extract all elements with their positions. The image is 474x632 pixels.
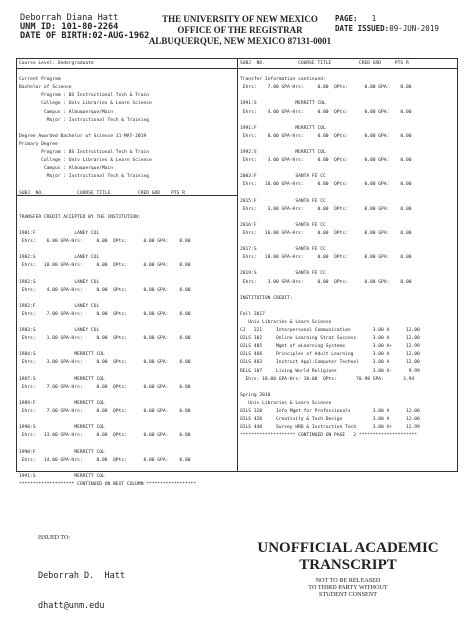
transcript-line [19, 319, 235, 327]
transcript-line: OILS 483 Instruct Appl:Computer Technol 3.00 A 12.00 [240, 360, 420, 366]
university-name: THE UNIVERSITY OF NEW MEXICO [162, 14, 318, 24]
transcript-line: TRANSFER CREDIT ACCEPTED BY THE INSTITUTION: [19, 214, 141, 220]
notice-line-1: NOT TO BE RELEASED [315, 577, 381, 584]
transcript-line: Ehrs: 4.00 GPA-Hrs: 0.00 QPts: 0.00 GPA: 0.00 [240, 109, 412, 115]
transcript-line: Campus : Albuquerque/Main [19, 166, 114, 172]
transcript-line: ******************** CONTINUED ON NEXT COLUMN ****************** [19, 481, 197, 487]
transcript-line [19, 198, 235, 206]
transcript-line: Ehrs: 7.00 GPA-Hrs: 0.00 QPts: 0.00 GPA: 0.00 [19, 311, 191, 317]
transcript-line: 2016:F SANTA FE CC [240, 222, 326, 228]
transcript-line: SUBJ NO. COURSE TITLE CRED GRD PTS R [19, 190, 185, 196]
transcript-line: OILS 466 Principles of Adult Learning 3.00 A 12.00 [240, 352, 420, 358]
date-issued-label: DATE ISSUED: [335, 24, 390, 33]
transcript-line: 1990:S MERRITT COL [19, 425, 105, 431]
date-of-birth: DATE OF BIRTH:02-AUG-1962 [20, 31, 150, 41]
transcript-line [240, 68, 456, 76]
transcript-line: OILS 102 Online Learning Strat Success 3.00 A 12.00 [240, 336, 420, 342]
transcript-line: 1984:S MERRITT COL [19, 352, 105, 358]
transcript-line [240, 303, 456, 311]
date-issued-row [335, 24, 439, 34]
release-notice [248, 577, 448, 599]
transcript-line: CJ 221 Interpersonal Communication 3.00 A 12.00 [240, 328, 420, 334]
transcript-line: Ehrs: 3.00 GPA-Hrs: 0.00 QPts: 0.00 GPA: 0.00 [240, 158, 412, 164]
transcript-line [19, 295, 235, 303]
office-name: OFFICE OF THE REGISTRAR [177, 25, 303, 35]
transcript-line: Major : Instructional Tech & Training [19, 174, 149, 180]
transcript-line: Ehrs: 4.00 GPA-Hrs: 0.00 QPts: 0.00 GPA: 0.00 [19, 287, 191, 293]
transcript-line: SUBJ NO. COURSE TITLE CRED GRD PTS R [240, 61, 409, 66]
transcript-line [240, 287, 456, 295]
transcript-line: 2017:S SANTA FE CC [240, 247, 326, 253]
transcript-line: OILS 440 Survey HRD & Instruction Tech 3.00 A+ 12.99 [240, 425, 420, 431]
page-info [335, 14, 439, 34]
transcript-line: 1981:F LANEY COL [19, 230, 100, 236]
page-number: 1 [371, 14, 377, 23]
transcript-left-column [19, 60, 235, 489]
transcript-line: 1982:S LANEY COL [19, 255, 100, 261]
transcript-line: 2015:F SANTA FE CC [240, 198, 326, 204]
transcript-line: Degree Awarded Bachelor of Science 11-MAY-2019 [19, 133, 147, 139]
transcript-line [19, 206, 235, 214]
transcript-line: 1992:S MERRITT COL [240, 150, 326, 156]
transcript-line: Primary Degree [19, 141, 58, 147]
transcript-line: Ehrs: 3.00 GPA-Hrs: 0.00 QPts: 0.00 GPA: 0.00 [240, 206, 412, 212]
transcript-line: 1987:S MERRITT COL [19, 376, 105, 382]
transcript-line: Bachelor of Science [19, 85, 72, 91]
stamp-line-2: TRANSCRIPT [299, 557, 397, 573]
transcript-line [19, 465, 235, 473]
transcript-line: Transfer Information continued: [240, 77, 326, 83]
transcript-line: Ehrs: 7.00 GPA-Hrs: 0.00 QPts: 0.00 GPA: 0.00 [240, 85, 412, 91]
transcript-line [240, 190, 456, 198]
transcript-line: 1982:S LANEY COL [19, 279, 100, 285]
transcript-line: Major : Instructional Tech & Training [19, 117, 149, 123]
transcript-right-column [240, 60, 456, 440]
transcript-line [19, 125, 235, 133]
transcript-line: 2019:S SANTA FE CC [240, 271, 326, 277]
transcript-line: 1990:F MERRITT COL [19, 449, 105, 455]
transcript-line: OILS 320 Info Mgmt for Professionals 3.00 A 12.00 [240, 409, 420, 415]
transcript-line: College : Univ Libraries & Learn Science [19, 101, 152, 107]
transcript-line: Ehrs: 10.00 GPA-Hrs: 0.00 QPts: 0.00 GPA: 0.00 [240, 182, 412, 188]
transcript-line: Ehrs: 18.00 GPA-Hrs: 0.00 QPts: 0.00 GPA: 0.00 [240, 255, 412, 261]
page-label: PAGE: [335, 14, 358, 23]
stamp-line-1: UNOFFICIAL ACADEMIC [257, 540, 439, 556]
transcript-line: RELG 107 Living World Religions 3.00 A- 9.99 [240, 368, 420, 374]
transcript-left-border [16, 58, 17, 472]
transcript-line: Course Level: Undergraduate [19, 61, 94, 66]
transcript-line: Ehrs: 3.00 GPA-Hrs: 0.00 QPts: 0.00 GPA: 0.00 [240, 279, 412, 285]
transcript-line: INSTITUTION CREDIT: [240, 295, 293, 301]
issued-to-label: ISSUED TO: [38, 535, 70, 541]
unofficial-stamp [248, 540, 448, 574]
student-name: Deborrah Diana Hatt [20, 13, 119, 23]
transcript-line [19, 68, 235, 76]
transcript-line: 1982:F LANEY COL [19, 303, 100, 309]
transcript-line: Ehrs: 13.00 GPA-Hrs: 0.00 QPts: 0.00 GPA: 0.00 [19, 433, 191, 439]
transcript-line: Ehrs: 16.00 GPA-Hrs: 0.00 QPts: 0.00 GPA: 0.00 [240, 230, 412, 236]
student-identity-block [20, 14, 149, 41]
transcript-line [240, 92, 456, 100]
transcript-line: Ehrs: 1.00 GPA-Hrs: 0.00 QPts: 0.00 GPA: 0.00 [19, 336, 191, 342]
transcript-line: 1983:S LANEY COL [19, 328, 100, 334]
transcript-line [19, 246, 235, 254]
transcript-line: ******************** CONTINUED ON PAGE 2 ********************* [240, 433, 418, 439]
transcript-line: Univ Libraries & Learn Science [240, 400, 332, 406]
recipient-block [38, 551, 125, 621]
recipient-name: Deborrah D. Hatt [38, 571, 125, 581]
transcript-line: Ehrs: 8.00 GPA-Hrs: 0.00 QPts: 0.00 GPA: 0.00 [240, 133, 412, 139]
date-issued-value: 09-JUN-2019 [389, 24, 439, 33]
transcript-line [240, 117, 456, 125]
notice-line-3: STUDENT CONSENT [318, 591, 378, 599]
transcript-line: 1991:S MERRITT COL [19, 473, 105, 479]
transcript-line [19, 270, 235, 278]
transcript-line [19, 440, 235, 448]
column-divider [237, 58, 238, 471]
transcript-line: Ehrs: 7.00 GPA-Hrs: 0.00 QPts: 0.00 GPA: 0.00 [19, 409, 191, 415]
transcript-line [19, 416, 235, 424]
transcript-line: 2003:F SANTA FE CC [240, 174, 326, 180]
recipient-email: dhatt@unm.edu [38, 601, 105, 611]
transcript-line [240, 262, 456, 270]
transcript-line: Program : BS Instructional Tech & Train [19, 150, 149, 156]
transcript-line: Spring 2018 [240, 392, 271, 398]
transcript-line: College : Univ Libraries & Learn Science [19, 158, 152, 164]
transcript-line: Ehrs: 14.00 GPA-Hrs: 0.00 QPts: 0.00 GPA: 0.00 [19, 457, 191, 463]
transcript-line: 1989:F MERRITT COL [19, 400, 105, 406]
transcript-line: Current Program [19, 77, 61, 83]
unm-id: UNM ID: 101-80-2264 [20, 22, 119, 32]
transcript-line: Campus : Albuquerque/Main [19, 109, 114, 115]
transcript-line: Univ Libraries & Learn Science [240, 320, 332, 325]
transcript-right-border [457, 58, 458, 472]
transcript-line [19, 368, 235, 376]
transcript-line [240, 141, 456, 149]
institution-header [140, 14, 340, 47]
transcript-line: Ehrs: 18.00 GPA-Hrs: 18.00 QPts: 70.98 GPA: 3.94 [240, 376, 415, 382]
transcript-line [19, 222, 235, 230]
transcript-line [19, 181, 235, 189]
transcript-line: Fall 2017 [240, 311, 265, 317]
transcript-line: 1991:F MERRITT COL [240, 125, 326, 131]
transcript-line: 1991:S MERRITT COL [240, 101, 326, 107]
transcript-line: OILS 405 Mgmt of eLearning Systems 3.00 A+ 12.99 [240, 344, 420, 350]
transcript-line: Ehrs: 10.00 GPA-Hrs: 0.00 QPts: 0.00 GPA: 0.00 [19, 263, 191, 269]
transcript-line: Program : BS Instructional Tech & Train [19, 93, 149, 99]
institution-address: ALBUQUERQUE, NEW MEXICO 87131-0001 [148, 36, 332, 46]
page-row [335, 14, 439, 24]
transcript-line [240, 238, 456, 246]
notice-line-2: TO THIRD PARTY WITHOUT [308, 584, 388, 592]
transcript-line: Ehrs: 7.00 GPA-Hrs: 0.00 QPts: 0.00 GPA: 0.00 [19, 384, 191, 390]
transcript-line: Ehrs: 3.00 GPA-Hrs: 0.00 QPts: 0.00 GPA: 0.00 [19, 360, 191, 366]
transcript-line [19, 392, 235, 400]
transcript-line: OILS 420 Creativity & Tech Design 3.00 A 12.00 [240, 417, 420, 423]
transcript-line: Ehrs: 6.00 GPA-Hrs: 0.00 QPts: 0.00 GPA: 0.00 [19, 239, 191, 245]
transcript-line [240, 165, 456, 173]
transcript-line [19, 343, 235, 351]
transcript-line [240, 214, 456, 222]
transcript-line [240, 384, 456, 392]
